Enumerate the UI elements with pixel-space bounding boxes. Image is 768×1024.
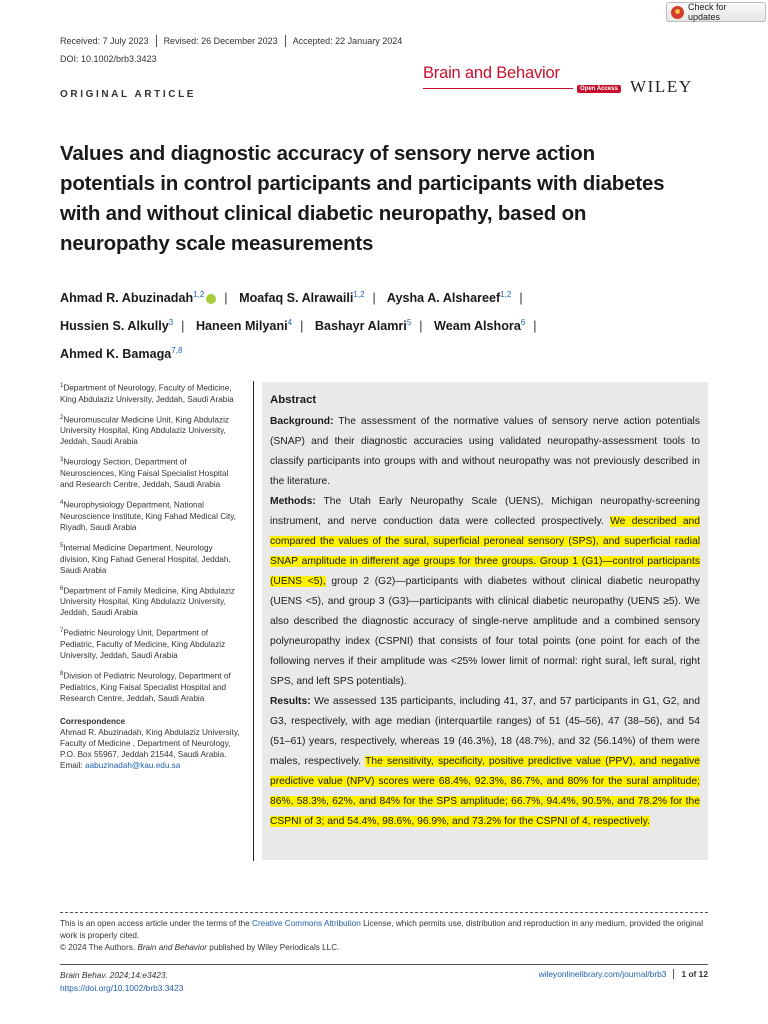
affiliation: $^2$Neuromuscular Medicine Unit, King Abdulaziz University Hospital, King Abdulaziz University, Jeddah, Saudi Arabia bbox=[60, 414, 229, 447]
creative-commons-link[interactable]: Creative Commons Attribution bbox=[252, 919, 361, 928]
author-name[interactable]: Bashayr Alamri$^5$ bbox=[314, 317, 412, 333]
author-name[interactable]: Weam Alshora$^6$ bbox=[434, 317, 526, 333]
journal-url-link[interactable]: wileyonlinelibrary.com/journal/brb3 bbox=[538, 969, 667, 979]
journal-logo: Brain and Behavior bbox=[423, 64, 560, 82]
doi-link[interactable]: https://doi.org/10.1002/brb3.3423 bbox=[60, 983, 184, 993]
crossmark-icon bbox=[671, 6, 684, 19]
article-dates bbox=[60, 35, 409, 47]
license-divider bbox=[60, 912, 708, 913]
affiliation: $^4$Neurophysiology Department, National Neuroscience Institute, King Fahad Medical City, Riyadh, Saudi Arabia bbox=[60, 500, 236, 532]
correspondence-heading: Correspondence bbox=[60, 716, 126, 726]
accepted-date: Accepted: 22 January 2024 bbox=[285, 35, 410, 47]
abstract-results: Results: We assessed 135 participants, including 41, 37, and 57 participants in G1, G2, and G3, respectively, with age median (interquartile ranges) of 51 (45–56), 47 (38–56), and 54 (51–61) years, respectively, whereas 19 (46.3%), 18 (48.7%), and 32 (56.14%) of them were males, respectively. The sensitivity, specificity, positive predictive value (PPV), and negative predictive value (NPV) scores were 68.4%, 92.3%, 86.7%, and 80% for the sural amplitude; 86%, 58.3%, 62%, and 84% for the SPS amplitude; 66.7%, 94.4%, 90.5%, and 78.2% for the CSPNI of 3; and 54.4%, 98.6%, 96.9%, and 73.2% for the CSPNI of 4, respectively. bbox=[270, 696, 700, 827]
received-date: Received: 7 July 2023 bbox=[60, 36, 149, 46]
check-for-updates-button[interactable] bbox=[666, 2, 766, 22]
article-title: Values and diagnostic accuracy of sensory nerve action potentials in control participants and participants with diabetes with and without clinical diabetic neuropathy, based on neuropathy scale measurements bbox=[60, 142, 665, 255]
author-name[interactable]: Ahmed K. Bamaga$^{7,8}$ bbox=[60, 345, 183, 361]
highlighted-text: We described and compared the values of the sural, superficial peroneal sensory (SPS), and superficial radial SNAP amplitude in different age groups for three groups. Group 1 (G1)—control participants (UENS <5), bbox=[270, 516, 701, 587]
article-type: ORIGINAL ARTICLE bbox=[60, 89, 197, 100]
footer-citation-block bbox=[60, 969, 183, 995]
journal-logo-underline bbox=[423, 88, 573, 89]
affiliation: $^8$Division of Pediatric Neurology, Department of Pediatrics, King Faisal Specialist Hospital and Research Centre, Jeddah, Saudi Arabia bbox=[60, 671, 231, 703]
highlighted-text: The sensitivity, specificity, positive predictive value (PPV), and negative predictive value (NPV) scores were 68.4%, 92.3%, 86.7%, and 80% for the sural amplitude; 86%, 58.3%, 62%, and 84% for the SPS amplitude; 66.7%, 94.4%, 90.5%, and 78.2% for the CSPNI of 3; and 54.4%, 98.6%, 96.9%, and 73.2% for the CSPNI of 4, respectively. bbox=[270, 756, 700, 827]
copyright-line: © 2024 The Authors. Brain and Behavior published by Wiley Periodicals LLC. bbox=[60, 943, 340, 952]
affiliation: $^7$Pediatric Neurology Unit, Department of Pediatric, Faculty of Medicine, King Abdulaziz University, Jeddah, Saudi Arabia bbox=[60, 628, 226, 661]
affiliation: $^3$Neurology Section, Department of Neurosciences, King Faisal Specialist Hospital and Research Centre, Jeddah, Saudi Arabia bbox=[60, 457, 229, 490]
author-name[interactable]: Hussien S. Alkully$^3$ bbox=[60, 317, 174, 333]
publisher-logo: WILEY bbox=[630, 77, 693, 96]
open-access-badge: Open Access bbox=[577, 85, 621, 93]
abstract-box bbox=[262, 382, 708, 860]
affiliation: $^6$Department of Family Medicine, King Abdulaziz University Hospital, King Abdulaziz University, Jeddah, Saudi Arabia bbox=[60, 585, 235, 618]
correspondence-email-link[interactable]: aabuzinadah@kau.edu.sa bbox=[85, 760, 181, 770]
page-number: 1 of 12 bbox=[673, 969, 708, 979]
citation: Brain Behav. 2024;14:e3423. bbox=[60, 970, 168, 980]
author-name[interactable]: Ahmad R. Abuzinadah$^{1,2}$ bbox=[60, 290, 205, 306]
author-name[interactable]: Moafaq S. Alrawaili$^{1,2}$ bbox=[239, 290, 365, 306]
affiliation: $^1$Department of Neurology, Faculty of Medicine, King Abdulaziz University, Jeddah, Saudi Arabia bbox=[60, 383, 234, 404]
affiliation: $^5$Internal Medicine Department, Neurology division, King Fahad General Hospital, Jeddah, Saudi Arabia bbox=[60, 542, 231, 575]
orcid-icon[interactable] bbox=[206, 294, 216, 304]
author-name[interactable]: Haneen Milyani$^4$ bbox=[195, 317, 293, 333]
abstract-background: Background: The assessment of the normative values of sensory nerve action potentials (SNAP) and their diagnostic accuracies using validated neuropathy-assessment tools to classify participants into groups with and without neuropathy was not previously described in the literature. bbox=[270, 416, 700, 487]
footer-right bbox=[539, 969, 708, 979]
check-updates-label: Check for updates bbox=[688, 2, 727, 22]
abstract-heading: Abstract bbox=[270, 394, 317, 406]
column-divider bbox=[253, 381, 254, 861]
author-list: Ahmad R. Abuzinadah$^{1,2}$ | Moafaq S. Alrawaili$^{1,2}$ | Aysha A. Alshareef$^{1,2}$ | Hussien S. Alkully$^3$ | Haneen Milyani$^4$ | Bashayr Alamri$^5$ | Weam Alshora$^6$ | Ahmed K. Bamaga$^{7,8}$ bbox=[60, 290, 537, 361]
license-notice: This is an open access article under the terms of the Creative Commons Attribution License, which permits use, distribution and reproduction in any medium, provided the original work is properly cited. © 2024 The Authors. Brain and Behavior published by Wiley Periodicals LLC. bbox=[60, 918, 710, 954]
abstract-methods: Methods: The Utah Early Neuropathy Scale (UENS), Michigan neuropathy-screening instrument, and nerve conduction data were collected prospectively. We described and compared the values of the sural, superficial peroneal sensory (SPS), and superficial radial SNAP amplitude in different age groups for three groups. Group 1 (G1)—control participants (UENS <5), group 2 (G2)—participants with diabetes without clinical diabetic neuropathy (UENS <5), and group 3 (G3)—participants with clinical diabetic neuropathy (UENS ≥5). We also described the diagnostic accuracy of single-nerve amplitude and a combined sensory polyneuropathy index (CSPNI) that consists of four total points (one point for each of the following nerves if their amplitude was <25% lower limit of normal: right sural, left sural, right SPS, and left SPS potentials). bbox=[270, 496, 701, 687]
correspondence-text: Ahmad R. Abuzinadah, King Abdulaziz University, Faculty of Medicine , Department of Neurology, P.O. Box 55967, Jeddah 21544, Saudi Arabia. Email: aabuzinadah@kau.edu.sa bbox=[60, 727, 240, 770]
doi-header: DOI: 10.1002/brb3.3423 bbox=[60, 54, 157, 64]
affiliations-column bbox=[60, 381, 242, 771]
revised-date: Revised: 26 December 2023 bbox=[156, 35, 285, 47]
footer-divider bbox=[60, 964, 708, 965]
author-name[interactable]: Aysha A. Alshareef$^{1,2}$ bbox=[386, 290, 512, 306]
